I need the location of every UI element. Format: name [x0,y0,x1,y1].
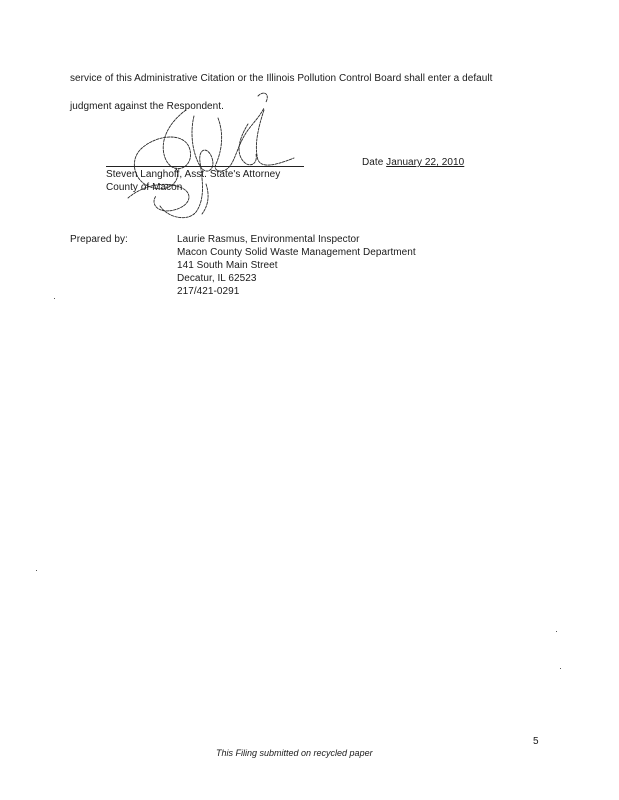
scan-speck [36,570,37,571]
signer-county: County of Macon [106,182,183,193]
scan-speck [560,668,561,669]
handwritten-signature [98,88,313,228]
page-number: 5 [533,736,539,747]
paragraph-line-2: judgment against the Respondent. [70,101,224,112]
preparer-department: Macon County Solid Waste Management Department [177,247,416,258]
paragraph-line-1: service of this Administrative Citation or the Illinois Pollution Control Board shall enter a default [70,73,493,84]
date-value: January 22, 2010 [386,157,465,168]
signature-line [106,166,304,167]
scan-speck [556,631,557,632]
preparer-phone: 217/421-0291 [177,286,240,297]
footer-recycled-note: This Filing submitted on recycled paper [216,748,373,758]
signer-name-title: Steven Langhoff, Asst. State's Attorney [106,169,281,180]
prepared-by-label: Prepared by: [70,234,128,245]
date-label: Date [362,157,384,168]
preparer-street: 141 South Main Street [177,260,278,271]
date-field [362,157,464,168]
scan-speck [54,298,55,299]
preparer-name: Laurie Rasmus, Environmental Inspector [177,234,360,245]
preparer-city: Decatur, IL 62523 [177,273,257,284]
